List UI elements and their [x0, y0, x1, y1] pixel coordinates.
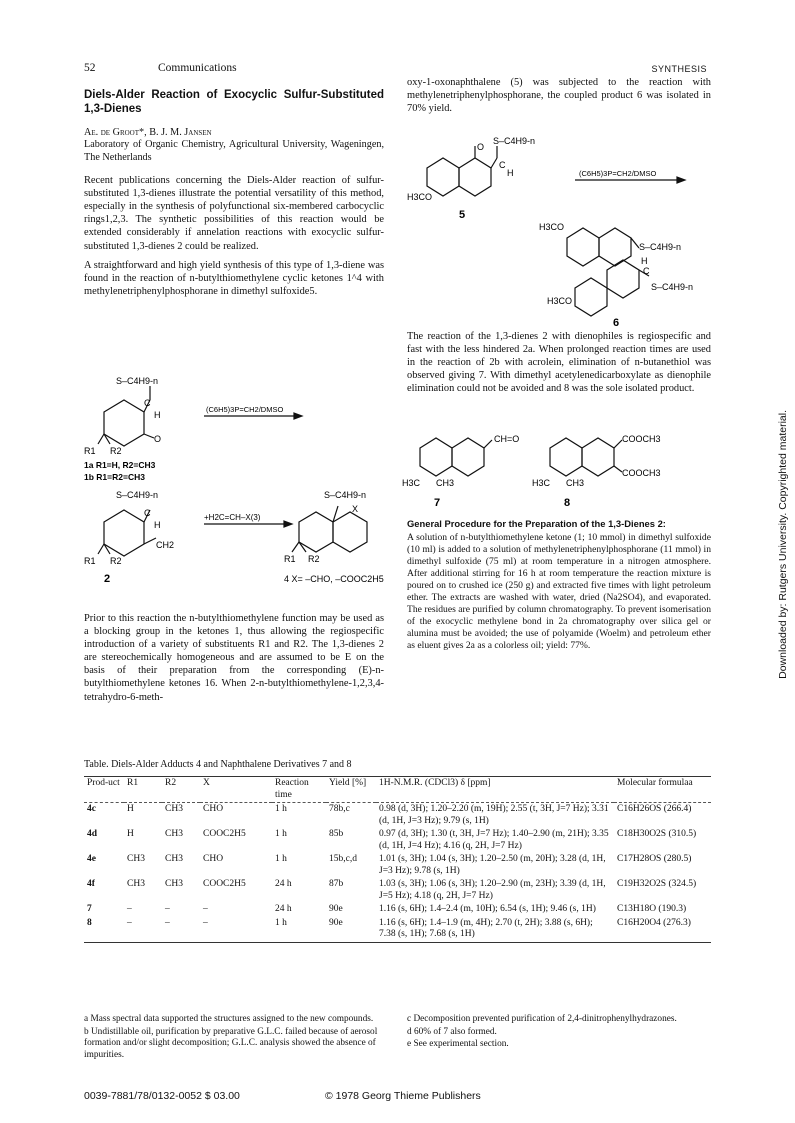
svg-text:COOCH3: COOCH3 [622, 468, 661, 478]
scheme-compounds-7-8 [400, 430, 710, 512]
page-number: 52 [84, 62, 96, 74]
svg-text:H: H [154, 410, 161, 420]
svg-text:C: C [144, 508, 151, 518]
table-header-row [84, 777, 711, 803]
table-cell: 78b,c [329, 804, 350, 814]
table-cell: 8 [87, 917, 92, 928]
ring-6c [607, 260, 639, 298]
label-7: 7 [434, 497, 441, 509]
table-cell: C16H20O4 (276.3) [617, 917, 691, 928]
table-cell: C17H28OS (280.5) [617, 854, 692, 864]
ring-1 [104, 400, 144, 446]
left-column [84, 88, 384, 304]
svg-text:H3CO: H3CO [539, 222, 565, 232]
table-cell: C13H18O (190.3) [617, 904, 687, 914]
svg-text:COOCH3: COOCH3 [622, 434, 661, 444]
label-5: 5 [459, 209, 466, 221]
svg-text:H3CO: H3CO [547, 296, 573, 306]
table-title: Table. Diels-Alder Adducts 4 and Naphthalene Derivatives 7 and 8 [84, 759, 352, 770]
svg-text:H: H [154, 520, 161, 530]
table-cell: 1 h [275, 804, 287, 814]
ring-4b [333, 512, 367, 552]
svg-text:H3C: H3C [532, 478, 551, 488]
ring-6d [575, 278, 607, 316]
table-cell: 85b [329, 829, 344, 839]
svg-text:H: H [641, 256, 648, 266]
svg-text:O: O [154, 434, 162, 444]
label-6: 6 [613, 317, 620, 328]
svg-text:CH=O: CH=O [494, 434, 520, 444]
footnotes-left [84, 1014, 384, 1062]
table-cell: 24 h [275, 879, 292, 889]
label-8: 8 [564, 497, 571, 509]
col-header: Reaction time [275, 778, 309, 800]
svg-text:X: X [352, 504, 359, 514]
authors: Ae. de Groot*, B. J. M. Jansen [84, 127, 212, 138]
table-cell: COOC2H5 [203, 829, 246, 839]
reagent-1: (C6H5)3P=CH2/DMSO [206, 405, 284, 414]
svg-text:R2: R2 [308, 554, 320, 564]
procedure-text: A solution of n-butylthiomethylene ketone (1; 10 mmol) in dimethyl sulfoxide (10 ml) is added to a solution of methylenetriphenylphosphorane (11 mmol) in dimethyl sulfoxide (75 ml) at room temperature in a nitrogen atmosphere. After additional stirring for 16 h at room temperature the reaction mixture is poured on to crushed ice (250 g) and extracted five times with light petroleum ether. The extracts are washed with water, dried (Na2SO4), and evaporated. The residues are purified by column chromatography. To prevent isomerisation of the exocyclic methylene bond in 2a chromatography over silica gel or alumina must be avoided; the use of polyamide (Woelm) and petroleum ether as eluent gives 2a as a colorless oil; yield: 77%. [407, 532, 711, 651]
download-watermark: Downloaded by: Rutgers University. Copyrighted material. [777, 410, 789, 679]
table-cell: 90e [329, 904, 343, 914]
sbu-1: S–C4H9-n [116, 376, 159, 386]
table-cell: 1.01 (s, 3H); 1.04 (s, 3H); 1.20–2.50 (m, 20H); 3.28 (d, 1H, J=3 Hz); 9.78 (s, 1H) [379, 854, 606, 876]
footnote-a: a Mass spectral data supported the structures assigned to the new compounds. [84, 1014, 374, 1024]
svg-text:CH3: CH3 [566, 478, 585, 488]
table-row [84, 903, 711, 917]
table-cell: 4c [87, 804, 96, 814]
table-row [84, 878, 711, 903]
section-label: Communications [158, 62, 237, 74]
footer-code: 0039-7881/78/0132-0052 $ 03.00 [84, 1090, 240, 1102]
sbu-5: S–C4H9-n [493, 136, 536, 146]
table-cell: CHO [203, 854, 224, 864]
synthesis-paragraph: A straightforward and high yield synthesis of this type of 1,3-diene was found in the reaction of n-butylthiomethylene cyclic ketones 1^4 with methylenetriphenylphosphorane in dimethyl sulfoxide5. [84, 259, 384, 297]
table-row [84, 853, 711, 878]
table-cell: 7 [87, 904, 92, 914]
svg-text:CH3: CH3 [436, 478, 455, 488]
table-cell: CH3 [127, 854, 145, 864]
sbu-6a: S–C4H9-n [639, 242, 682, 252]
label-2: 2 [104, 573, 111, 585]
table-row [84, 917, 711, 943]
right-column-mid [407, 330, 711, 401]
svg-text:C: C [144, 398, 151, 408]
table-cell: 4e [87, 854, 96, 864]
table-cell: – [203, 904, 208, 914]
table-cell: CH3 [165, 854, 183, 864]
sbu-6b: S–C4H9-n [651, 282, 694, 292]
footer-copyright: © 1978 Georg Thieme Publishers [325, 1090, 481, 1102]
affiliation: Laboratory of Organic Chemistry, Agricultural University, Wageningen, The Netherlands [84, 139, 384, 163]
table-cell: 1 h [275, 917, 287, 928]
table-cell: H [127, 829, 134, 839]
table-cell: – [203, 917, 208, 928]
article-title: Diels-Alder Reaction of Exocyclic Sulfur-Substituted 1,3-Dienes [84, 89, 384, 115]
table-cell: CH3 [165, 879, 183, 889]
col-header: Prod-uct [87, 778, 120, 788]
scheme-diene-synthesis [84, 372, 384, 602]
table-cell: COOC2H5 [203, 879, 246, 889]
label-1a: 1a R1=H, R2=CH3 [84, 460, 156, 470]
table-cell: 4f [87, 879, 95, 889]
table-cell: 1 h [275, 854, 287, 864]
footnote-b: b Undistillable oil, purification by preparative G.L.C. failed because of aerosol formation and/or slight decomposition; G.L.C. analysis showed the absence of impurities. [84, 1026, 378, 1060]
table-cell: CH3 [127, 879, 145, 889]
footnote-d: d 60% of 7 also formed. [407, 1026, 497, 1037]
right-column-top [407, 76, 711, 121]
footnotes-right [407, 1014, 711, 1052]
table-cell: C19H32O2S (324.5) [617, 879, 697, 889]
table-cell: – [127, 917, 132, 928]
sbu-2: S–C4H9-n [116, 490, 159, 500]
table-cell: 90e [329, 917, 343, 928]
table-cell: – [165, 917, 170, 928]
col-header: 1H-N.M.R. (CDCl3) δ [ppm] [379, 778, 491, 788]
col-header: Yield [%] [329, 778, 367, 788]
table-cell: – [127, 904, 132, 914]
ring-5b [459, 158, 491, 196]
procedure-title: General Procedure for the Preparation of the 1,3-Dienes 2: [407, 518, 666, 529]
ring-2 [104, 510, 144, 556]
svg-text:C: C [643, 266, 650, 276]
footnote-e: e See experimental section. [407, 1039, 509, 1049]
col-header: X [203, 778, 210, 788]
table-cell: 0.98 (d, 3H); 1.20–2.20 (m, 19H); 2.55 (t, 3H, J=7 Hz); 3.31 (d, 1H, J=3 Hz); 9.79 (s, 1H) [379, 804, 609, 826]
procedure-section [407, 518, 711, 652]
svg-text:H3C: H3C [402, 478, 421, 488]
svg-text:O: O [477, 142, 485, 152]
ring-5a [427, 158, 459, 196]
table-cell: 24 h [275, 904, 292, 914]
svg-text:C: C [499, 160, 506, 170]
svg-text:R1: R1 [84, 556, 96, 566]
table-cell: C16H26OS (266.4) [617, 804, 692, 814]
table-cell: 1.03 (s, 3H); 1.06 (s, 3H); 1.20–2.90 (m, 23H); 3.39 (d, 1H, J=5 Hz); 4.18 (q, 2H, J=7 Hz) [379, 879, 606, 901]
table-cell: 1.16 (s, 6H); 1.4–2.4 (m, 10H); 6.54 (s, 1H); 9.46 (s, 1H) [379, 904, 596, 914]
journal-name: SYNTHESIS [651, 64, 707, 74]
table-row [84, 828, 711, 853]
table-cell: 15b,c,d [329, 854, 357, 864]
svg-text:R1: R1 [284, 554, 296, 564]
svg-text:R2: R2 [110, 556, 122, 566]
ring-6b [599, 228, 631, 266]
table-cell: 1.16 (s, 6H); 1.4–1.9 (m, 4H); 2.70 (t, 2H); 3.88 (s, 6H); 7.38 (s, 1H); 7.68 (s, 1H) [379, 917, 593, 939]
ring-4a [299, 512, 333, 552]
reagent-2: +H2C=CH–X(3) [204, 513, 261, 522]
svg-text:H3CO: H3CO [407, 192, 433, 202]
table-cell: 87b [329, 879, 344, 889]
col-header: R2 [165, 778, 177, 788]
svg-text:CH2: CH2 [156, 540, 175, 550]
table-cell: C18H30O2S (310.5) [617, 829, 697, 839]
table-cell: 0.97 (d, 3H); 1.30 (t, 3H, J=7 Hz); 1.40–2.90 (m, 21H); 3.35 (d, 1H, J=4 Hz); 4.16 (q, 2H, J=7 Hz) [379, 829, 609, 851]
table-cell: – [165, 904, 170, 914]
svg-text:R2: R2 [110, 446, 122, 456]
label-4: 4 X= –CHO, –COOC2H5 [284, 574, 384, 584]
col-header: Molecular formulaa [617, 778, 693, 788]
ring-6a [567, 228, 599, 266]
naphthalene-paragraph: oxy-1-oxonaphthalene (5) was subjected to the reaction with methylenetriphenylphosphorane, the coupled product 6 was isolated in 70% yield. [407, 77, 711, 115]
scheme-compounds-5-6 [407, 128, 711, 328]
table-row [84, 803, 711, 829]
table-cell: H [127, 804, 134, 814]
svg-text:H: H [507, 168, 514, 178]
footnote-c: c Decomposition prevented purification of 2,4-dinitrophenylhydrazones. [407, 1014, 677, 1024]
left-column-bottom [84, 612, 384, 710]
table-cell: CH3 [165, 829, 183, 839]
table-cell: CHO [203, 804, 224, 814]
intro-paragraph: Recent publications concerning the Diels-Alder reaction of sulfur-substituted 1,3-dienes illustrate the potential versatility of this method, especially in the synthesis of polyfunctional six-membered carbocyclic rings1,2,3. The synthetic possibilities of this reaction would be extended considerably if annelation reactions with exocyclic sulfur-substituted 1,3-dienes 2 could be realized. [84, 175, 384, 252]
col-header: R1 [127, 778, 139, 788]
dienophile-paragraph: The reaction of the 1,3-dienes 2 with dienophiles is regiospecific and fast with the less hindered 2a. When prolonged reaction times are used in the reaction of 2b with acrolein, elimination of n-butanethiol was observed giving 7. With dimethyl acetylenedicarboxylate as dienophile elimination could not be avoided and 8 was the sole isolated product. [407, 331, 711, 395]
sbu-4: S–C4H9-n [324, 490, 367, 500]
table-cell: 1 h [275, 829, 287, 839]
svg-text:R1: R1 [84, 446, 96, 456]
table-cell: CH3 [165, 804, 183, 814]
reagent-3: (C6H5)3P=CH2/DMSO [579, 169, 657, 178]
data-table [84, 776, 711, 943]
table-cell: 4d [87, 829, 98, 839]
label-1b: 1b R1=R2=CH3 [84, 472, 145, 482]
stereo-paragraph: Prior to this reaction the n-butylthiomethylene function may be used as a blocking group in the ketones 1, thus allowing the regiospecific introduction of a variety of substituents R1 and R2. The 1,3-dienes 2 are stereochemically homogeneous and are assumed to be E on the basis of their preparation from the corresponding (E)-n-butylthiomethylene ketones 16. When 2-n-butylthiomethylene-1,2,3,4-tetrahydro-6-meth- [84, 613, 384, 703]
